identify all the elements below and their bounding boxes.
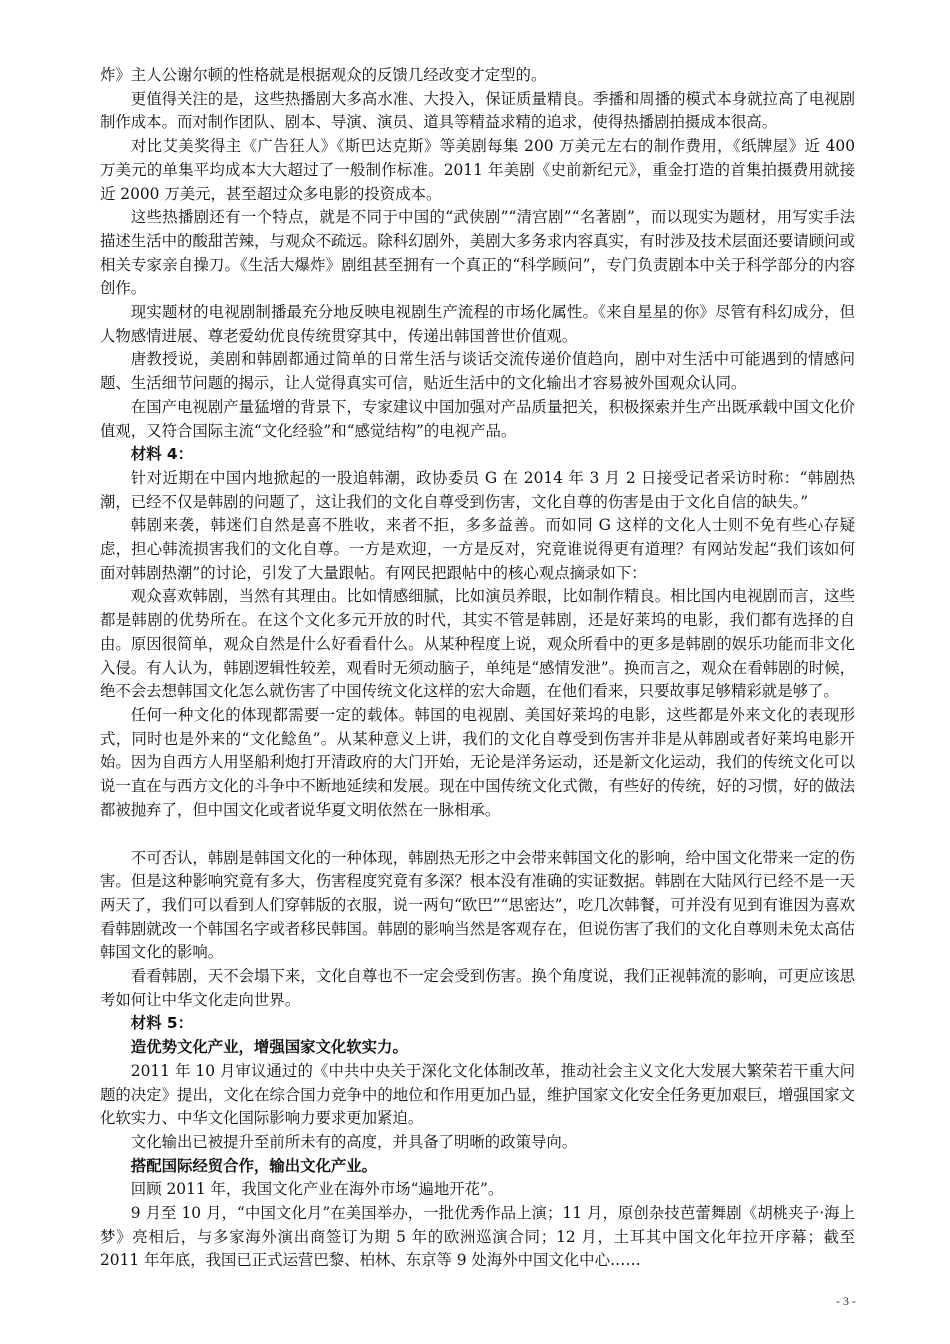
subheading: 造优势文化产业，增强国家文化软实力。 bbox=[130, 1038, 408, 1057]
paragraph-gap bbox=[100, 823, 855, 847]
document-page bbox=[100, 64, 855, 1273]
paragraph: 不可否认，韩剧是韩国文化的一种体现，韩剧热无形之中会带来韩国文化的影响，给中国文化带来一定的伤害。但是这种影响究竟有多大，伤害程度究竟有多深？根本没有准确的实证数据。韩剧在大陆风行已经不是一天两天了，我们可以看到人们穿韩版的衣服，说一两句“欧巴”“思密达”，吃几次韩餐，可并没有见到有谁因为喜欢看韩剧就改一个韩国名字或者移民韩国。韩剧的影响当然是客观存在，但说伤害了我们的文化自尊则未免太高估韩国文化的影响。 bbox=[100, 848, 855, 962]
paragraph: 9 月至 10 月，“中国文化月”在美国举办，一批优秀作品上演；11 月，原创杂技芭蕾舞剧《胡桃夹子·海上梦》亮相后，与多家海外演出商签订为期 5 年的欧洲巡演合同；12 月，土耳其中国文化年拉开序幕；截至 2011 年年底，我国已正式运营巴黎、柏林、东京等 9 处海外中国文化中心…… bbox=[100, 1204, 855, 1270]
paragraph: 观众喜欢韩剧，当然有其理由。比如情感细腻，比如演员养眼，比如制作精良。相比国内电视剧而言，这些都是韩剧的优势所在。在这个文化多元开放的时代，其实不管是韩剧，还是好莱坞的电影，我们都有选择的自由。原因很简单，观众自然是什么好看看什么。从某种程度上说，观众所看中的更多是韩剧的娱乐功能而非文化入侵。有人认为，韩剧逻辑性较差，观看时无须动脑子，单纯是“感情发泄”。换而言之，观众在看韩剧的时候，绝不会去想韩国文化怎么就伤害了中国传统文化这样的宏大命题，在他们看来，只要故事足够精彩就是够了。 bbox=[100, 587, 855, 701]
paragraph: 更值得关注的是，这些热播剧大多高水准、大投入，保证质量精良。季播和周播的模式本身就拉高了电视剧制作成本。而对制作团队、剧本、导演、演员、道具等精益求精的追求，使得热播剧拍摄成本很高。 bbox=[100, 89, 855, 132]
page-number: - 3 - bbox=[836, 1294, 856, 1308]
paragraph: 唐教授说，美剧和韩剧都通过简单的日常生活与谈话交流传递价值趋向，剧中对生活中可能遇到的情感问题、生活细节问题的揭示，让人觉得真实可信，贴近生活中的文化输出才容易被外国观众认同。 bbox=[100, 350, 855, 393]
paragraph: 现实题材的电视剧制播最充分地反映电视剧生产流程的市场化属性。《来自星星的你》尽管有科幻成分，但人物感情进展、尊老爱幼优良传统贯穿其中，传递出韩国普世价值观。 bbox=[100, 303, 855, 345]
paragraph: 2011 年 10 月审议通过的《中共中央关于深化文化体制改革，推动社会主义文化大发展大繁荣若干重大问题的决定》提出，文化在综合国力竞争中的地位和作用更加凸显，维护国家文化安全任务更加艰巨，增强国家文化软实力、中华文化国际影响力要求更加紧迫。 bbox=[100, 1061, 855, 1128]
paragraph: 文化输出已被提升至前所未有的高度，并具备了明晰的政策导向。 bbox=[130, 1132, 578, 1151]
section-heading-material-5: 材料 5： bbox=[130, 1014, 194, 1033]
paragraph: 在国产电视剧产量猛增的背景下，专家建议中国加强对产品质量把关，积极探索并生产出既承载中国文化价值观，又符合国际主流“文化经验”和“感觉结构”的电视产品。 bbox=[100, 397, 855, 440]
paragraph: 对比艾美奖得主《广告狂人》《斯巴达克斯》等美剧每集 200 万美元左右的制作费用，《纸牌屋》近 400 万美元的单集平均成本大大超过了一般制作标准。2011 年美剧《史前新纪元》，重金打造的首集拍摄费用就接近 2000 万美元，甚至超过众多电影的投资成本。 bbox=[100, 137, 855, 203]
paragraph: 这些热播剧还有一个特点，就是不同于中国的“武侠剧”“清宫剧”“名著剧”，而以现实为题材，用写实手法描述生活中的酸甜苦辣，与观众不疏远。除科幻剧外，美剧大多务求内容真实，有时涉及技术层面还要请顾问或相关专家亲自操刀。《生活大爆炸》剧组甚至拥有一个真正的“科学顾问”，专门负责剧本中关于科学部分的内容创作。 bbox=[100, 208, 855, 298]
paragraph: 针对近期在中国内地掀起的一股追韩潮，政协委员 G 在 2014 年 3 月 2 日接受记者采访时称：“韩剧热潮，已经不仅是韩剧的问题了，这让我们的文化自尊受到伤害，文化自尊的伤害是由于文化自信的缺失。” bbox=[100, 468, 855, 511]
subheading: 搭配国际经贸合作，输出文化产业。 bbox=[130, 1156, 378, 1175]
paragraph: 韩剧来袭，韩迷们自然是喜不胜收，来者不拒，多多益善。而如同 G 这样的文化人士则不免有些心存疑虑，担心韩流损害我们的文化自尊。一方是欢迎，一方是反对，究竟谁说得更有道理？有网站发起“我们该如何面对韩剧热潮”的讨论，引发了大量跟帖。有网民把跟帖中的核心观点摘录如下： bbox=[100, 516, 855, 582]
paragraph: 任何一种文化的体现都需要一定的载体。韩国的电视剧、美国好莱坞的电影，这些都是外来文化的表现形式，同时也是外来的“文化鲶鱼”。从某种意义上讲，我们的文化自尊受到伤害并非是从韩剧或者好莱坞电影开始。因为自西方人用坚船利炮打开清政府的大门开始，无论是洋务运动，还是新文化运动，我们的传统文化可以说一直在与西方文化的斗争中不断地延续和发展。现在中国传统文化式微，有些好的传统，好的习惯，好的做法都被抛弃了，但中国文化或者说华夏文明依然在一脉相承。 bbox=[100, 705, 855, 819]
paragraph: 回顾 2011 年，我国文化产业在海外市场“遍地开花”。 bbox=[130, 1180, 504, 1199]
section-heading-material-4: 材料 4： bbox=[130, 445, 194, 464]
paragraph: 炸》主人公谢尔顿的性格就是根据观众的反馈几经改变才定型的。 bbox=[100, 66, 547, 84]
paragraph: 看看韩剧，天不会塌下来，文化自尊也不一定会受到伤害。换个角度说，我们正视韩流的影响，可更应该思考如何让中华文化走向世界。 bbox=[100, 967, 855, 1009]
